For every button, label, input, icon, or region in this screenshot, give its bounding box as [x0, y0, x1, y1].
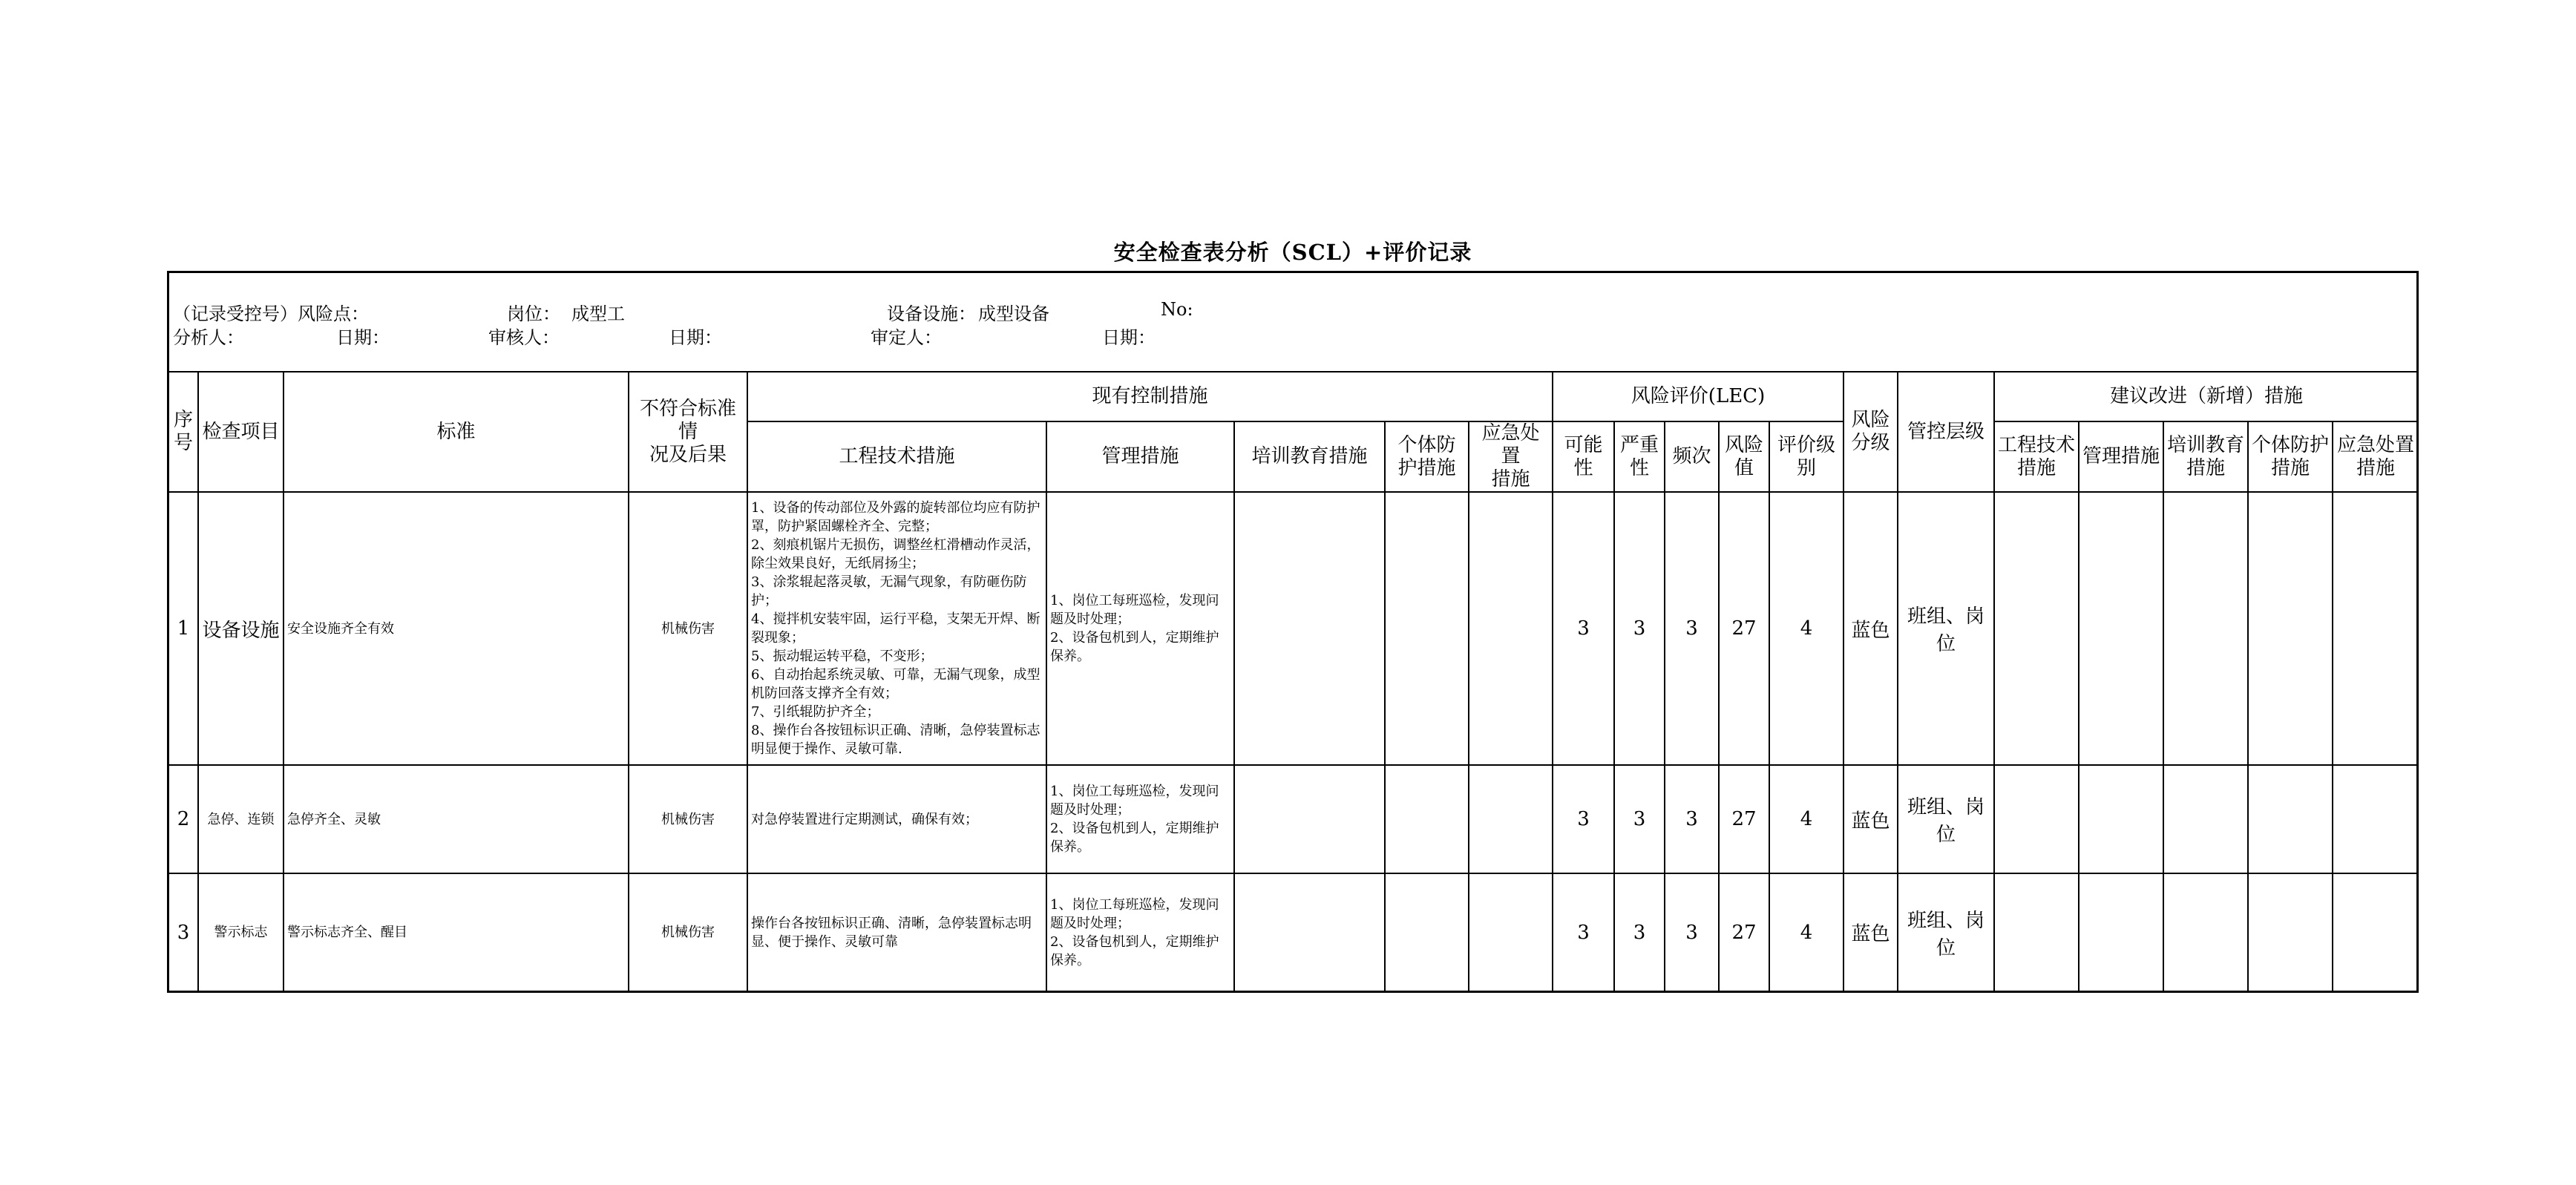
cell-seq: 1 [169, 492, 198, 765]
scl-record-sheet [167, 271, 2419, 993]
header-improvement-training: 培训教育 措施 [2163, 421, 2248, 492]
header-improvement-management: 管理措施 [2079, 421, 2163, 492]
cell-improvement-engineering [1994, 873, 2079, 991]
cell-improvement-emergency [2333, 765, 2418, 873]
cell-eval-level: 4 [1769, 765, 1843, 873]
cell-item: 设备设施 [198, 492, 284, 765]
header-nonconformance: 不符合标准情 况及后果 [629, 372, 747, 492]
header-likelihood: 可能 性 [1553, 421, 1614, 492]
cell-item: 警示标志 [198, 873, 284, 991]
cell-nonconformance: 机械伤害 [629, 765, 747, 873]
header-improvement: 建议改进（新增）措施 [1994, 372, 2418, 421]
equipment-label: 设备设施： [887, 303, 976, 324]
cell-improvement-ppe [2248, 873, 2333, 991]
cell-management: 1、岗位工每班巡检，发现问题及时处理； 2、设备包机到人，定期维护保养。 [1046, 492, 1234, 765]
cell-ppe [1385, 492, 1469, 765]
cell-training [1234, 765, 1385, 873]
header-standard: 标准 [284, 372, 629, 492]
cell-emergency [1469, 873, 1553, 991]
cell-improvement-emergency [2333, 492, 2418, 765]
header-risk-grade: 风险 分级 [1843, 372, 1898, 492]
cell-improvement-ppe [2248, 765, 2333, 873]
cell-severity: 3 [1614, 873, 1665, 991]
cell-training [1234, 873, 1385, 991]
cell-improvement-training [2163, 873, 2248, 991]
cell-likelihood: 3 [1553, 765, 1614, 873]
cell-improvement-ppe [2248, 492, 2333, 765]
cell-frequency: 3 [1665, 765, 1719, 873]
cell-ppe [1385, 765, 1469, 873]
header-eval-level: 评价级 别 [1769, 421, 1843, 492]
header-training: 培训教育措施 [1234, 421, 1385, 492]
header-emergency: 应急处置 措施 [1469, 421, 1553, 492]
cell-risk-grade: 蓝色 [1843, 873, 1898, 991]
cell-emergency [1469, 765, 1553, 873]
cell-emergency [1469, 492, 1553, 765]
cell-likelihood: 3 [1553, 492, 1614, 765]
header-improvement-engineering: 工程技术 措施 [1994, 421, 2079, 492]
cell-engineering: 操作台各按钮标识正确、清晰，急停装置标志明显、便于操作、灵敏可靠 [747, 873, 1046, 991]
cell-risk-value: 27 [1719, 765, 1769, 873]
date-label: 日期： [669, 327, 722, 348]
cell-severity: 3 [1614, 765, 1665, 873]
cell-severity: 3 [1614, 492, 1665, 765]
cell-frequency: 3 [1665, 492, 1719, 765]
table-row [169, 492, 2418, 765]
approver-label: 审定人： [871, 327, 942, 348]
analyst-label: 分析人： [173, 327, 244, 348]
cell-engineering: 对急停装置进行定期测试，确保有效； [747, 765, 1046, 873]
cell-training [1234, 492, 1385, 765]
header-engineering: 工程技术措施 [747, 421, 1046, 492]
cell-frequency: 3 [1665, 873, 1719, 991]
header-risk-value: 风险 值 [1719, 421, 1769, 492]
cell-risk-value: 27 [1719, 873, 1769, 991]
cell-standard: 安全设施齐全有效 [284, 492, 629, 765]
cell-improvement-management [2079, 765, 2163, 873]
cell-improvement-training [2163, 492, 2248, 765]
no-label: No: [1161, 299, 1193, 320]
header-risk-evaluation: 风险评价(LEC) [1553, 372, 1843, 421]
cell-improvement-emergency [2333, 873, 2418, 991]
cell-improvement-engineering [1994, 492, 2079, 765]
page-title: 安全检查表分析（SCL）+评价记录 [1113, 240, 1472, 265]
cell-improvement-engineering [1994, 765, 2079, 873]
scl-table [169, 372, 2418, 991]
header-item: 检查项目 [198, 372, 284, 492]
cell-management: 1、岗位工每班巡检，发现问题及时处理； 2、设备包机到人，定期维护保养。 [1046, 765, 1234, 873]
post-value: 成型工 [571, 303, 625, 324]
cell-risk-grade: 蓝色 [1843, 765, 1898, 873]
cell-seq: 3 [169, 873, 198, 991]
cell-nonconformance: 机械伤害 [629, 492, 747, 765]
cell-control-level: 班组、岗位 [1898, 873, 1994, 991]
header-seq: 序 号 [169, 372, 198, 492]
header-control-level: 管控层级 [1898, 372, 1994, 492]
record-info [169, 273, 2416, 372]
record-no-label: （记录受控号）风险点： [173, 303, 369, 324]
cell-management: 1、岗位工每班巡检，发现问题及时处理； 2、设备包机到人，定期维护保养。 [1046, 873, 1234, 991]
cell-eval-level: 4 [1769, 492, 1843, 765]
cell-nonconformance: 机械伤害 [629, 873, 747, 991]
cell-control-level: 班组、岗位 [1898, 765, 1994, 873]
cell-engineering: 1、设备的传动部位及外露的旋转部位均应有防护罩，防护紧固螺栓齐全、完整； 2、刻痕机锯片无损伤，调整丝杠滑槽动作灵活，除尘效果良好，无纸屑扬尘； 3、涂浆辊起落灵敏，无漏气现象，有防砸伤防护； 4、搅拌机安装牢固，运行平稳，支架无开焊、断裂现象； 5、振动辊运转平稳，不变形； 6、自动抬起系统灵敏、可靠，无漏气现象，成型机防回落支撑齐全有效； 7、引纸辊防护齐全； 8、操作台各按钮标识正确、清晰，急停装置标志明显便于操作、灵敏可靠. [747, 492, 1046, 765]
cell-standard: 警示标志齐全、醒目 [284, 873, 629, 991]
header-severity: 严重 性 [1614, 421, 1665, 492]
cell-risk-grade: 蓝色 [1843, 492, 1898, 765]
header-improvement-ppe: 个体防护 措施 [2248, 421, 2333, 492]
equipment-value: 成型设备 [978, 303, 1049, 324]
cell-likelihood: 3 [1553, 873, 1614, 991]
header-ppe: 个体防 护措施 [1385, 421, 1469, 492]
cell-ppe [1385, 873, 1469, 991]
table-row [169, 873, 2418, 991]
date-label: 日期： [1102, 327, 1156, 348]
cell-standard: 急停齐全、灵敏 [284, 765, 629, 873]
date-label: 日期： [336, 327, 390, 348]
header-frequency: 频次 [1665, 421, 1719, 492]
header-existing-controls: 现有控制措施 [747, 372, 1553, 421]
cell-item: 急停、连锁 [198, 765, 284, 873]
cell-improvement-management [2079, 873, 2163, 991]
cell-control-level: 班组、岗位 [1898, 492, 1994, 765]
table-row [169, 765, 2418, 873]
cell-risk-value: 27 [1719, 492, 1769, 765]
cell-eval-level: 4 [1769, 873, 1843, 991]
cell-improvement-management [2079, 492, 2163, 765]
cell-seq: 2 [169, 765, 198, 873]
cell-improvement-training [2163, 765, 2248, 873]
header-improvement-emergency: 应急处置 措施 [2333, 421, 2418, 492]
header-management: 管理措施 [1046, 421, 1234, 492]
post-label: 岗位： [507, 303, 560, 324]
reviewer-label: 审核人： [488, 327, 560, 348]
